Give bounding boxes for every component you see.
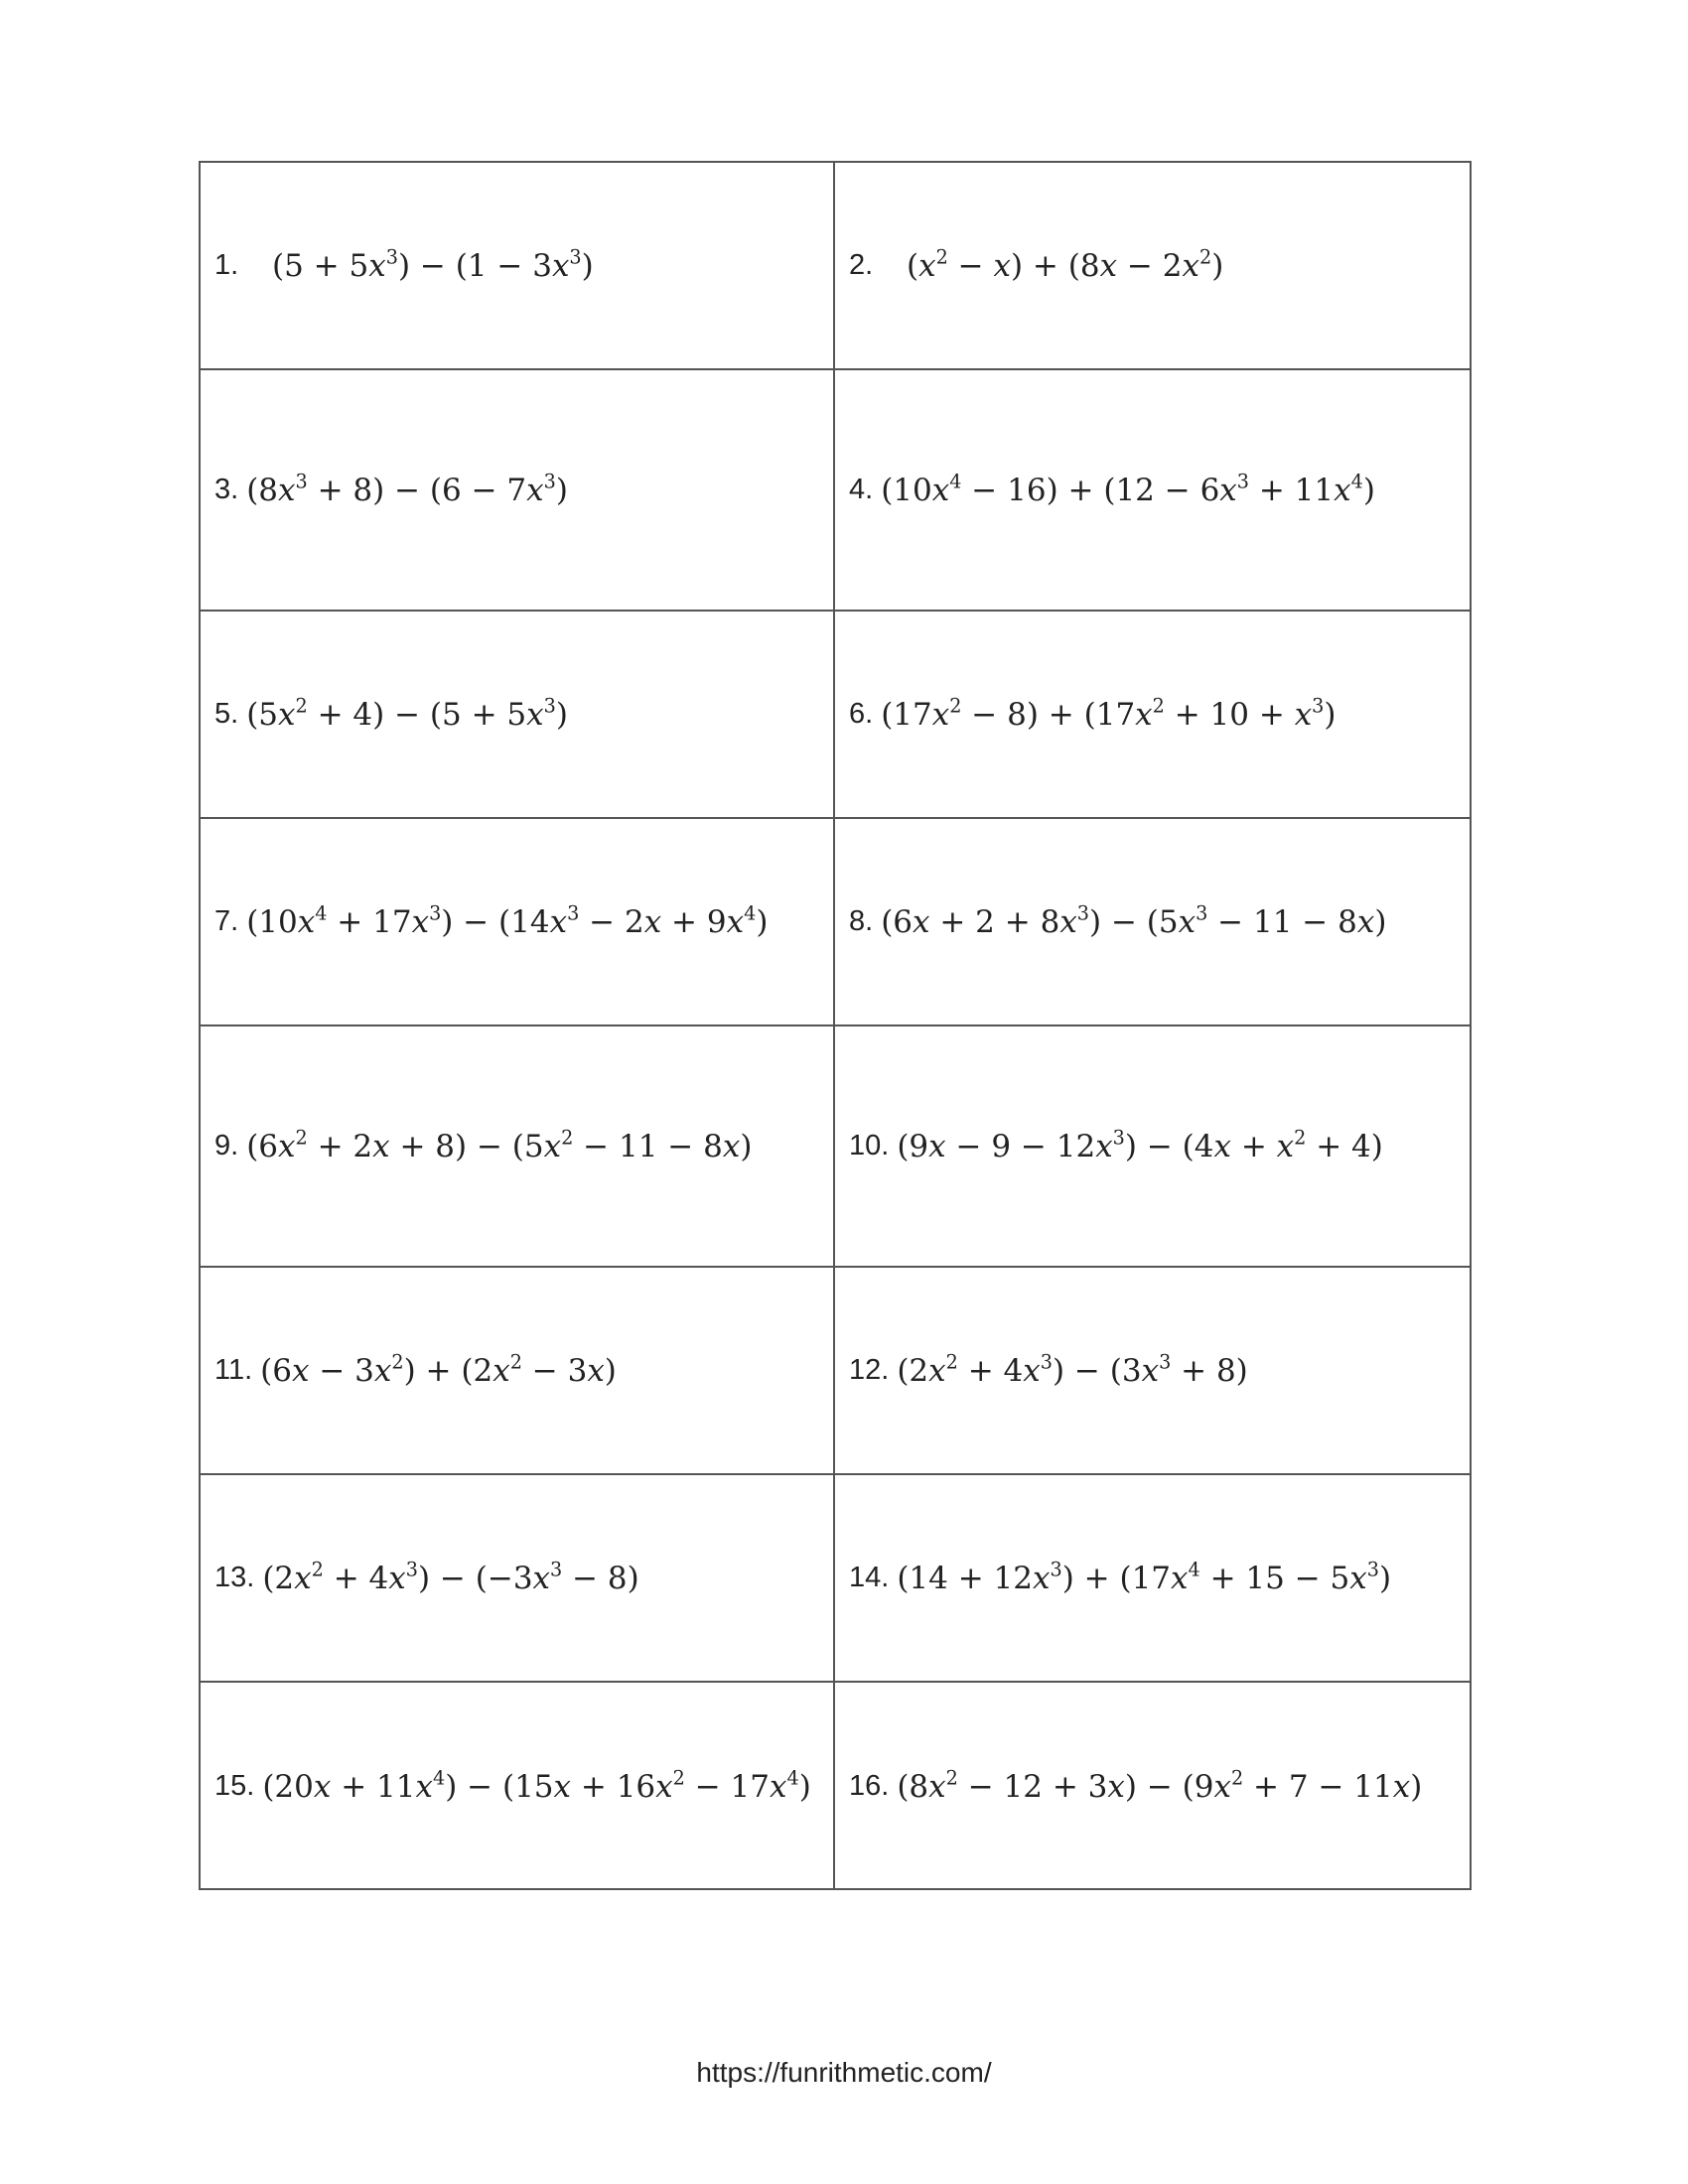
problem-cell-1: [201, 163, 835, 370]
problem-number: 10.: [849, 1130, 890, 1161]
problem-expression: $(5x^2 + 4) - (5 + 5x^3)$: [246, 694, 568, 733]
problem-expression: $(17x^2 - 8) + (17x^2 + 10 + x^3)$: [881, 694, 1336, 733]
problem-number: 5.: [214, 698, 239, 730]
problem-expression: $(10x^4 - 16) + (12 - 6x^3 + 11x^4)$: [881, 470, 1375, 508]
problem-number: 12.: [849, 1354, 890, 1386]
problem-expression: $(6x^2 + 2x + 8) - (5x^2 - 11 - 8x)$: [246, 1126, 753, 1164]
problem-expression: $(6x - 3x^2) + (2x^2 - 3x)$: [260, 1350, 617, 1389]
problem-number: 16.: [849, 1770, 890, 1802]
problem-number: 14.: [849, 1562, 890, 1593]
problem-number: 7.: [214, 905, 239, 937]
problem-number: 13.: [214, 1562, 255, 1593]
problem-expression: $(x^2 - x) + (8x - 2x^2)$: [907, 245, 1224, 284]
problem-expression: $(14 + 12x^3) + (17x^4 + 15 - 5x^3)$: [897, 1558, 1392, 1596]
problem-cell-2: [835, 163, 1470, 370]
problem-number: 2.: [849, 249, 874, 281]
problem-cell-13: [201, 1475, 835, 1683]
problem-expression: $(8x^3 + 8) - (6 - 7x^3)$: [246, 470, 568, 508]
problem-number: 4.: [849, 474, 874, 505]
problem-cell-9: [201, 1026, 835, 1268]
problem-cell-8: [835, 819, 1470, 1026]
problem-cell-15: [201, 1683, 835, 1890]
problem-cell-12: [835, 1268, 1470, 1475]
problem-cell-3: [201, 370, 835, 612]
problem-number: 6.: [849, 698, 874, 730]
problem-number: 9.: [214, 1130, 239, 1161]
problem-cell-16: [835, 1683, 1470, 1890]
problem-cell-14: [835, 1475, 1470, 1683]
problem-number: 15.: [214, 1770, 255, 1802]
problem-number: 3.: [214, 474, 239, 505]
problem-grid: [199, 161, 1472, 1890]
problem-expression: $(9x - 9 - 12x^3) - (4x + x^2 + 4)$: [897, 1126, 1383, 1164]
problem-number: 8.: [849, 905, 874, 937]
problem-expression: $(8x^2 - 12 + 3x) - (9x^2 + 7 - 11x)$: [897, 1766, 1423, 1805]
problem-cell-7: [201, 819, 835, 1026]
problem-number: 1.: [214, 249, 239, 281]
problem-cell-5: [201, 612, 835, 819]
problem-cell-4: [835, 370, 1470, 612]
problem-cell-11: [201, 1268, 835, 1475]
problem-expression: $(10x^4 + 17x^3) - (14x^3 - 2x + 9x^4)$: [246, 901, 769, 940]
problem-expression: $(2x^2 + 4x^3) - (3x^3 + 8)$: [897, 1350, 1248, 1389]
problem-number: 11.: [214, 1354, 253, 1386]
problem-expression: $(2x^2 + 4x^3) - (-3x^3 - 8)$: [262, 1558, 639, 1596]
footer-url: https://funrithmetic.com/: [696, 2057, 992, 2088]
problem-expression: $(5 + 5x^3) - (1 - 3x^3)$: [272, 245, 594, 284]
problem-cell-6: [835, 612, 1470, 819]
problem-cell-10: [835, 1026, 1470, 1268]
problem-expression: $(6x + 2 + 8x^3) - (5x^3 - 11 - 8x)$: [881, 901, 1387, 940]
problem-expression: $(20x + 11x^4) - (15x + 16x^2 - 17x^4)$: [262, 1766, 811, 1805]
